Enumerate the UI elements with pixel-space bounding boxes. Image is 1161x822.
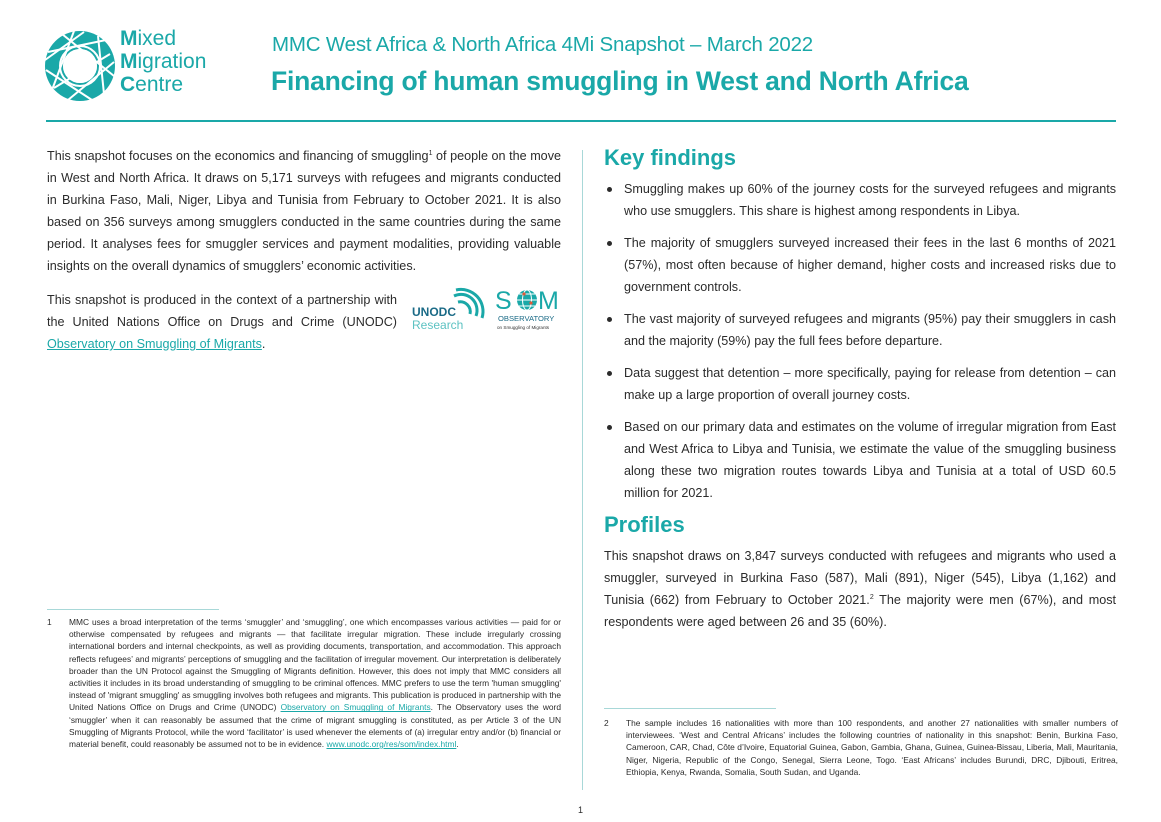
- profiles-text: This snapshot draws on 3,847 surveys conducted with refugees and migrants who used a smuggler, surveyed in Burkina Faso (587), Mali (891), Niger (545), Libya (1,162) and Tunisia (662) from February to October 2021.: [604, 549, 1116, 607]
- observatory-wordmark: OBSERVATORY: [498, 314, 555, 323]
- unodc-som-url-link[interactable]: www.unodc.org/res/som/index.html: [326, 739, 457, 750]
- page-number: 1: [578, 805, 584, 815]
- bullet-icon: [607, 371, 612, 376]
- footnote-ref-2[interactable]: 2: [869, 593, 874, 601]
- unodc-wordmark: UNODC: [412, 305, 456, 319]
- key-finding-text: The vast majority of surveyed refugees and migrants (95%) pay their smugglers in cash and the majority (59%) pay the full fees before departure.: [624, 312, 1116, 348]
- logo-initial: M: [120, 50, 138, 73]
- key-findings-list: [604, 178, 1116, 514]
- partnership-paragraph: [47, 289, 397, 355]
- key-finding-text: Based on our primary data and estimates on the volume of irregular migration from East and West Africa to Libya and Tunisia, we estimate the value of the smuggling business along these two migration routes towards Libya and Tunisia at a total of USD 60.5 million for 2021.: [624, 420, 1116, 500]
- footnote-ref-1[interactable]: 1: [428, 149, 433, 157]
- partnership-text: This snapshot is produced in the context of a partnership with the United Nations Office on Drugs and Crime (UNODC): [47, 293, 397, 329]
- key-finding-item: [604, 362, 1116, 406]
- key-finding-item: [604, 178, 1116, 222]
- logo-word: igration: [137, 50, 207, 73]
- intro-paragraph: [47, 145, 561, 277]
- som-m: M: [538, 287, 559, 315]
- profiles-text: The majority were men (67%), and most respondents were aged between 26 and 35 (60%).: [604, 593, 1116, 629]
- footnote-2: [604, 717, 1118, 778]
- som-observatory-logo: [494, 285, 564, 333]
- som-tagline: on Smuggling of Migrants: [497, 325, 550, 330]
- intro-text: of people on the move in West and North Africa. It draws on 5,171 surveys with refugees and migrants conducted in Burkina Faso, Mali, Niger, Libya and Tunisia from February to October 2021. It is also based on 356 surveys among smugglers conducted in the same countries during the same period. It analyses fees for smuggler services and payment modalities, providing valuable insights on the overall dynamics of smugglers’ economic activities.: [47, 149, 561, 273]
- key-finding-text: Data suggest that detention – more specifically, paying for release from detention – can make up a large proportion of overall journey costs.: [624, 366, 1116, 402]
- punctuation: .: [456, 739, 459, 750]
- footnote-number: 1: [47, 617, 52, 627]
- key-findings-heading: Key findings: [604, 145, 737, 170]
- bullet-icon: [607, 317, 612, 322]
- unodc-research-logo: [410, 286, 490, 332]
- key-finding-item: [604, 416, 1116, 504]
- profiles-heading: Profiles: [604, 512, 685, 537]
- mmc-logo-text: [120, 27, 206, 96]
- footnote-text: The sample includes 16 nationalities with more than 100 respondents, and another 27 nationalities with smaller numbers of interviewees. ‘West and Central Africans’ includes the following countries of nationality in this snapshot: Benin, Burkina Faso, Cameroon, CAR, Chad, Côte d’Ivoire, Equatorial Guinea, Gabon, Gambia, Ghana, Guinea, Guinea-Bissau, Liberia, Mali, Mauritania, Niger, Nigeria, Republic of the Congo, Senegal, Sierra Leone, Togo. ‘East Africans’ includes Burundi, DRC, Djibouti, Eritrea, Ethiopia, Kenya, Rwanda, Somalia, South Sudan, and Uganda.: [626, 718, 1118, 777]
- key-finding-item: [604, 308, 1116, 352]
- footnote-text: MMC uses a broad interpretation of the terms ‘smuggler’ and ‘smuggling’, one which encompasses various activities — paid for or otherwise compensated by refugees and migrants — that facilitate irregular migration. These include irregularly crossing international borders and internal checkpoints, as well as providing documents, transportation, and accommodation. This approach reflects refugees’ and migrants’ perceptions of smuggling and the facilitation of irregular movement. Our interpretation is deliberately broader than the UN Protocol against the Smuggling of Migrants definition. However, this does not imply that MMC considers all activities it includes in its broad understanding of smuggling to be criminal offences. MMC prefers to use the term 'human smuggling' instead of 'migrant smuggling' as smuggling involves both refugees and migrants. This publication is produced in partnership with the United Nations Office on Drugs and Crime (UNODC): [69, 617, 561, 713]
- som-s: S: [495, 287, 512, 315]
- header-divider: [46, 120, 1116, 122]
- key-finding-text: Smuggling makes up 60% of the journey costs for the surveyed refugees and migrants who use smugglers. This share is highest among respondents in Libya.: [624, 182, 1116, 218]
- som-observatory-link[interactable]: Observatory on Smuggling of Migrants: [47, 337, 262, 351]
- footnote-1: [47, 616, 561, 750]
- bullet-icon: [607, 187, 612, 192]
- som-observatory-link[interactable]: Observatory on Smuggling of Migrants: [280, 702, 431, 713]
- bullet-icon: [607, 425, 612, 430]
- logo-initial: M: [120, 27, 138, 50]
- document-subtitle: MMC West Africa & North Africa 4Mi Snapshot – March 2022: [272, 33, 813, 56]
- footnote-number: 2: [604, 718, 609, 728]
- intro-text: This snapshot focuses on the economics and financing of smuggling: [47, 149, 429, 163]
- mmc-logo-icon: [44, 30, 116, 102]
- footnote-divider: [604, 708, 776, 709]
- bullet-icon: [607, 241, 612, 246]
- document-title: Financing of human smuggling in West and North Africa: [271, 66, 969, 96]
- footnote-text: . The Observatory uses the word ‘smuggler’ when it can reasonably be assumed that the crime of migrant smuggling is constituted, as per Article 3 of the UN Smuggling of Migrants Protocol, while the word ‘facilitator’ is used whenever the elements of (a) irregular entry and/or (b) financial or material benefit, could reasonably be assumed not to be in evidence.: [69, 702, 561, 750]
- logo-initial: C: [120, 73, 136, 96]
- key-finding-item: [604, 232, 1116, 298]
- research-wordmark: Research: [412, 318, 464, 332]
- footnote-divider: [47, 609, 219, 610]
- key-finding-text: The majority of smugglers surveyed increased their fees in the last 6 months of 2021 (57%), most often because of higher demand, higher costs and increased risks due to government controls.: [624, 236, 1116, 294]
- column-divider: [582, 150, 583, 790]
- logo-word: entre: [135, 73, 184, 96]
- punctuation: .: [261, 337, 266, 351]
- logo-word: ixed: [137, 27, 177, 50]
- profiles-paragraph: [604, 545, 1116, 633]
